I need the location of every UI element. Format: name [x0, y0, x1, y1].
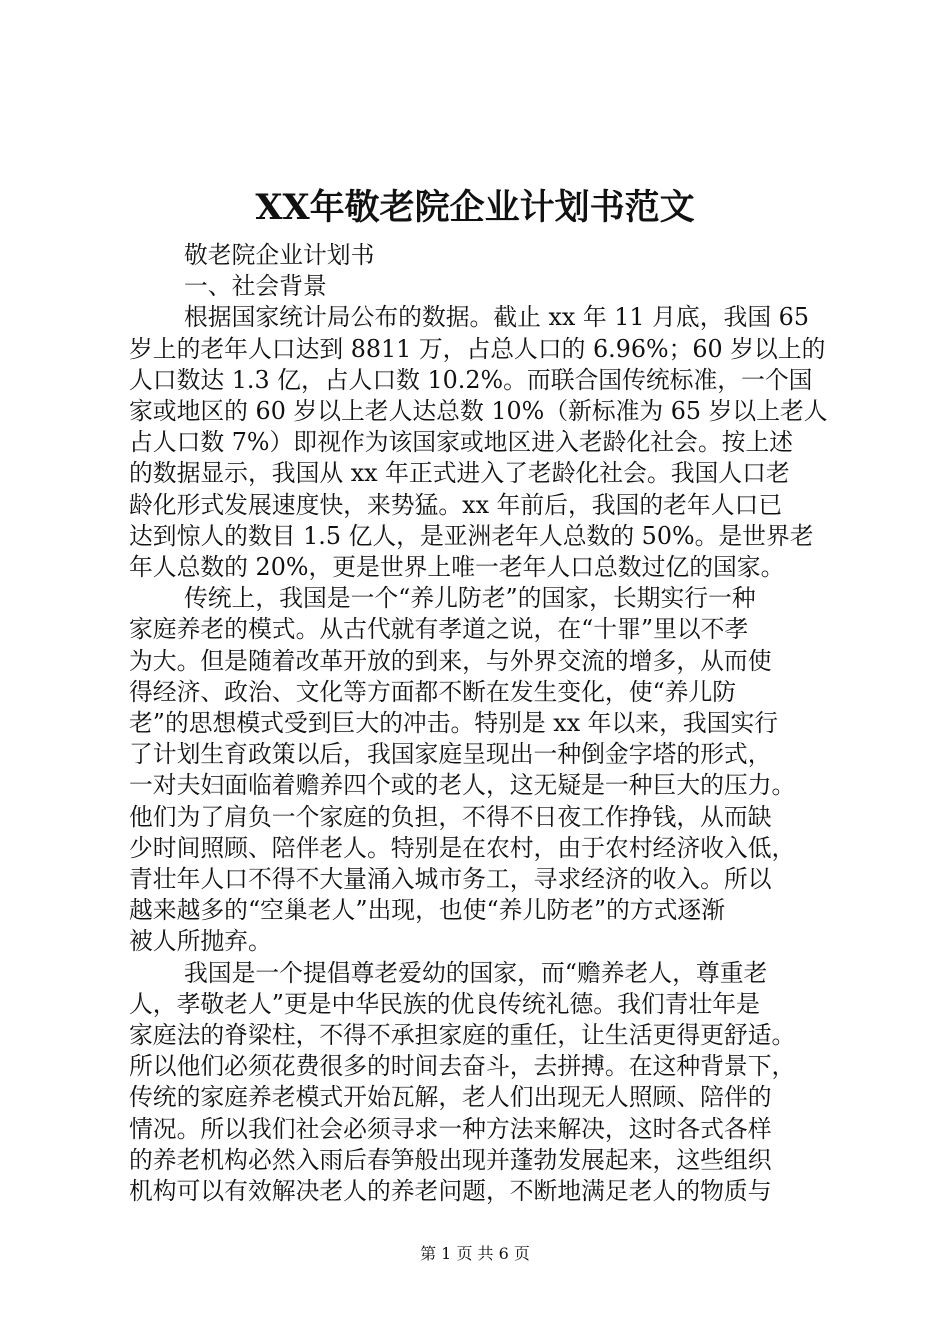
text-line: 家庭法的脊梁柱，不得不承担家庭的重任，让生活更得更舒适。 [129, 1021, 796, 1050]
document-title: XX年敬老院企业计划书范文 [255, 187, 695, 228]
text-line: 所以他们必须花费很多的时间去奋斗，去拼搏。在这种背景下， [129, 1052, 796, 1081]
text-line: 的养老机构必然入雨后春笋般出现并蓬勃发展起来，这些组织 [129, 1145, 772, 1174]
document-body [129, 240, 829, 1207]
text-line: 传统上，我国是一个“养儿防老”的国家，长期实行一种 [184, 584, 756, 613]
text-line: 敬老院企业计划书 [184, 241, 375, 269]
text-line: 根据国家统计局公布的数据。截止 xx 年 11 月底，我国 65 [184, 303, 809, 332]
text-line: 青壮年人口不得不大量涌入城市务工，寻求经济的收入。所以 [129, 865, 772, 894]
text-line: 了计划生育政策以后，我国家庭呈现出一种倒金字塔的形式， [129, 740, 772, 769]
text-line: 人口数达 1.3 亿，占人口数 10.2%。而联合国传统标准，一个国 [129, 365, 813, 394]
text-line: 少时间照顾、陪伴老人。特别是在农村，由于农村经济收入低， [129, 833, 796, 862]
text-line: 达到惊人的数目 1.5 亿人，是亚洲老年人总数的 50%。是世界老 [129, 521, 814, 550]
text-line: 老”的思想模式受到巨大的冲击。特别是 xx 年以来，我国实行 [129, 709, 779, 738]
text-line: 岁上的老年人口达到 8811 万，占总人口的 6.96%；60 岁以上的 [129, 334, 826, 363]
text-line: 越来越多的“空巢老人”出现，也使“养儿防老”的方式逐渐 [129, 896, 725, 925]
text-line: 占人口数 7%）即视作为该国家或地区进入老龄化社会。按上述 [129, 428, 794, 457]
text-line: 龄化形式发展速度快，来势猛。xx 年前后，我国的老年人口已 [129, 490, 783, 519]
text-line: 传统的家庭养老模式开始瓦解，老人们出现无人照顾、陪伴的 [129, 1083, 772, 1112]
text-line: 为大。但是随着改革开放的到来，与外界交流的增多，从而使 [129, 646, 772, 675]
text-line: 一、社会背景 [184, 272, 327, 301]
text-line: 得经济、政治、文化等方面都不断在发生变化，使“养儿防 [129, 677, 737, 706]
text-line: 情况。所以我们社会必须寻求一种方法来解决，这时各式各样 [129, 1114, 772, 1143]
text-line: 机构可以有效解决老人的养老问题，不断地满足老人的物质与 [129, 1177, 772, 1206]
text-line: 的数据显示，我国从 xx 年正式进入了老龄化社会。我国人口老 [129, 459, 790, 488]
text-line: 他们为了肩负一个家庭的负担，不得不日夜工作挣钱，从而缺 [129, 802, 772, 831]
text-line: 人，孝敬老人”更是中华民族的优良传统礼德。我们青壮年是 [129, 989, 760, 1018]
text-line: 家庭养老的模式。从古代就有孝道之说，在“十罪”里以不孝 [129, 615, 749, 644]
text-line: 一对夫妇面临着赡养四个或的老人，这无疑是一种巨大的压力。 [129, 771, 796, 800]
text-line: 年人总数的 20%，更是世界上唯一老年人口总数过亿的国家。 [129, 553, 785, 582]
text-line: 我国是一个提倡尊老爱幼的国家，而“赡养老人，尊重老 [184, 958, 768, 987]
text-line: 被人所抛弃。 [129, 927, 272, 956]
text-line: 家或地区的 60 岁以上老人达总数 10%（新标准为 65 岁以上老人 [129, 397, 828, 426]
page-footer: 第 1 页 共 6 页 [420, 1244, 530, 1263]
